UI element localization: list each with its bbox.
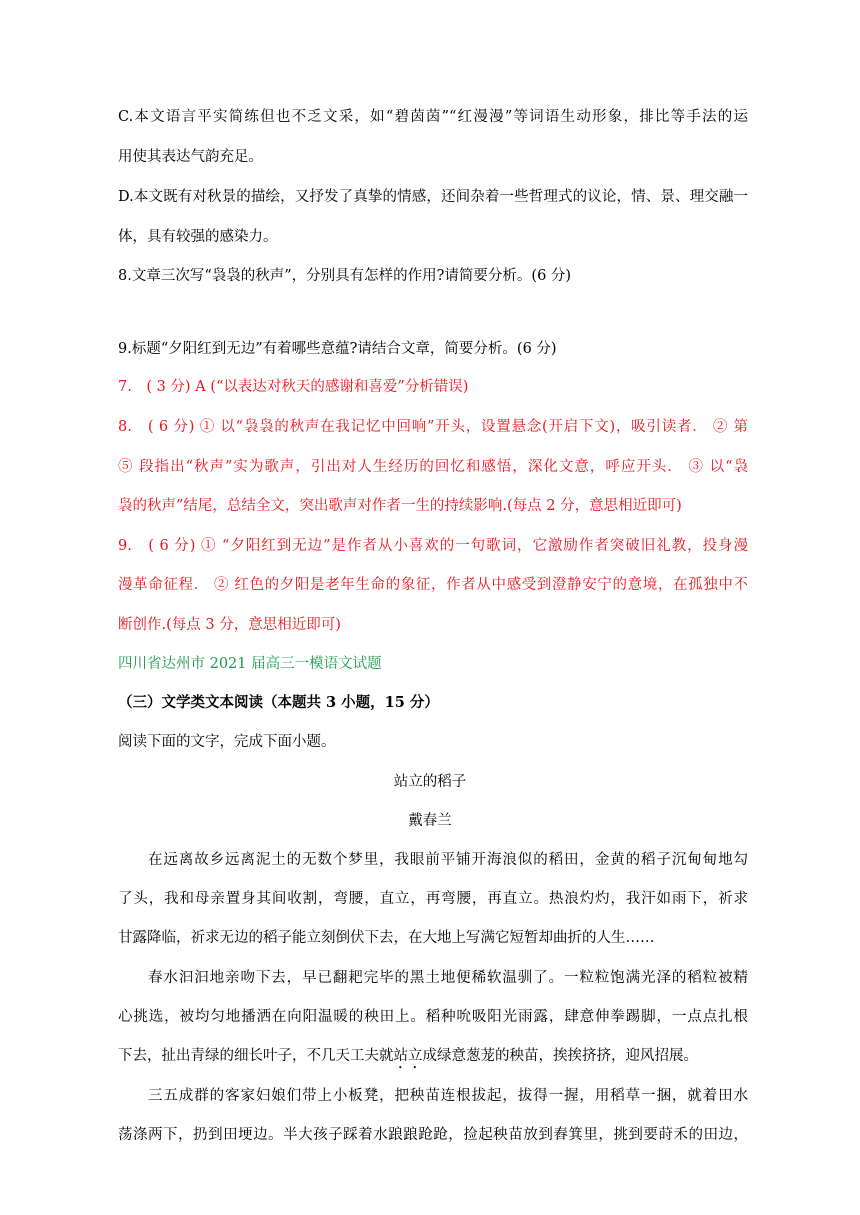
para1-line3: 甘露降临，祈求无边的稻子能立刻倒伏下去，在大地上写满它短暂却曲折的人生…… bbox=[118, 930, 655, 946]
emphasized-word: 站立 bbox=[393, 1048, 423, 1064]
section-heading: （三）文学类文本阅读（本题共 3 小题，15 分） bbox=[118, 694, 439, 711]
para3-line1: 三五成群的客家妇娘们带上小板凳，把秧苗连根拔起，拔得一握，用稻草一捆，就着田水 bbox=[148, 1088, 748, 1104]
para1-line2: 了头，我和母亲置身其间收割，弯腰，直立，再弯腰，再直立。热浪灼灼，我汗如雨下，祈求 bbox=[118, 891, 748, 907]
article-author: 戴春兰 bbox=[408, 813, 452, 829]
answer-9-line2: 漫革命征程． ② 红色的夕阳是老年生命的象征，作者从中感受到澄静安宁的意境，在孤独中不 bbox=[118, 577, 748, 593]
answer-8-line2: ⑤ 段指出“秋声”实为歌声，引出对人生经历的回忆和感悟，深化文意，呼应开头． ③ 以“袅 bbox=[118, 459, 748, 475]
para2-line2: 心挑选，被均匀地播洒在向阳温暖的秧田上。稻种吮吸阳光雨露，肆意伸拳踢脚，一点点扎根 bbox=[118, 1009, 748, 1025]
para3-line2: 荡涤两下，扔到田埂边。半大孩子踩着水踉踉跄跄，捡起秧苗放到舂箕里，挑到要莳禾的田边， bbox=[118, 1127, 748, 1143]
para1-line1: 在远离故乡远离泥土的无数个梦里，我眼前平铺开海浪似的稻田，金黄的稻子沉甸甸地勾 bbox=[148, 852, 748, 868]
source-title: 四川省达州市 2021 届高三一模语文试题 bbox=[118, 656, 382, 672]
answer-7: 7. ( 3 分) A (“以表达对秋天的感谢和喜爱”分析错误) bbox=[118, 379, 469, 395]
option-c-line2: 用使其表达气韵充足。 bbox=[118, 149, 263, 165]
instruction: 阅读下面的文字，完成下面小题。 bbox=[118, 734, 336, 750]
option-d-line2: 体，具有较强的感染力。 bbox=[118, 229, 278, 245]
answer-9-line3: 断创作.(每点 3 分，意思相近即可) bbox=[118, 617, 341, 633]
answer-9-line1: 9. ( 6 分) ① “夕阳红到无边”是作者从小喜欢的一句歌词，它激励作者突破旧礼教，投身漫 bbox=[118, 538, 748, 554]
question-9: 9.标题“夕阳红到无边”有着哪些意蕴?请结合文章，简要分析。(6 分) bbox=[118, 341, 557, 357]
para2-line1: 春水汩汩地亲吻下去，早已翻耙完毕的黑土地便稀软温驯了。一粒粒饱满光泽的稻粒被精 bbox=[148, 970, 748, 986]
para2-line3 bbox=[118, 1046, 748, 1072]
option-c-line1: C.本文语言平实简练但也不乏文采，如“碧茵茵”“红漫漫”等词语生动形象，排比等手法的运 bbox=[118, 109, 748, 125]
answer-8-line1: 8. ( 6 分) ① 以“袅袅的秋声在我记忆中回响”开头，设置悬念(开启下文)，吸引读者． ② 第 bbox=[118, 419, 748, 435]
para2-line3-c: 成绿意葱茏的秧苗，挨挨挤挤，迎风招展。 bbox=[422, 1048, 698, 1064]
article-title: 站立的稻子 bbox=[393, 774, 467, 790]
option-d-line1: D.本文既有对秋景的描绘，又抒发了真挚的情感，还间杂着一些哲理式的议论，情、景、理交融一 bbox=[118, 189, 748, 205]
question-8: 8.文章三次写“袅袅的秋声”，分别具有怎样的作用?请简要分析。(6 分) bbox=[118, 268, 572, 284]
answer-8-line3: 袅的秋声”结尾，总结全文，突出歌声对作者一生的持续影响.(每点 2 分，意思相近即可) bbox=[118, 498, 682, 514]
para2-line3-a: 下去，扯出青绿的细长叶子，不几天工夫就 bbox=[118, 1048, 394, 1064]
